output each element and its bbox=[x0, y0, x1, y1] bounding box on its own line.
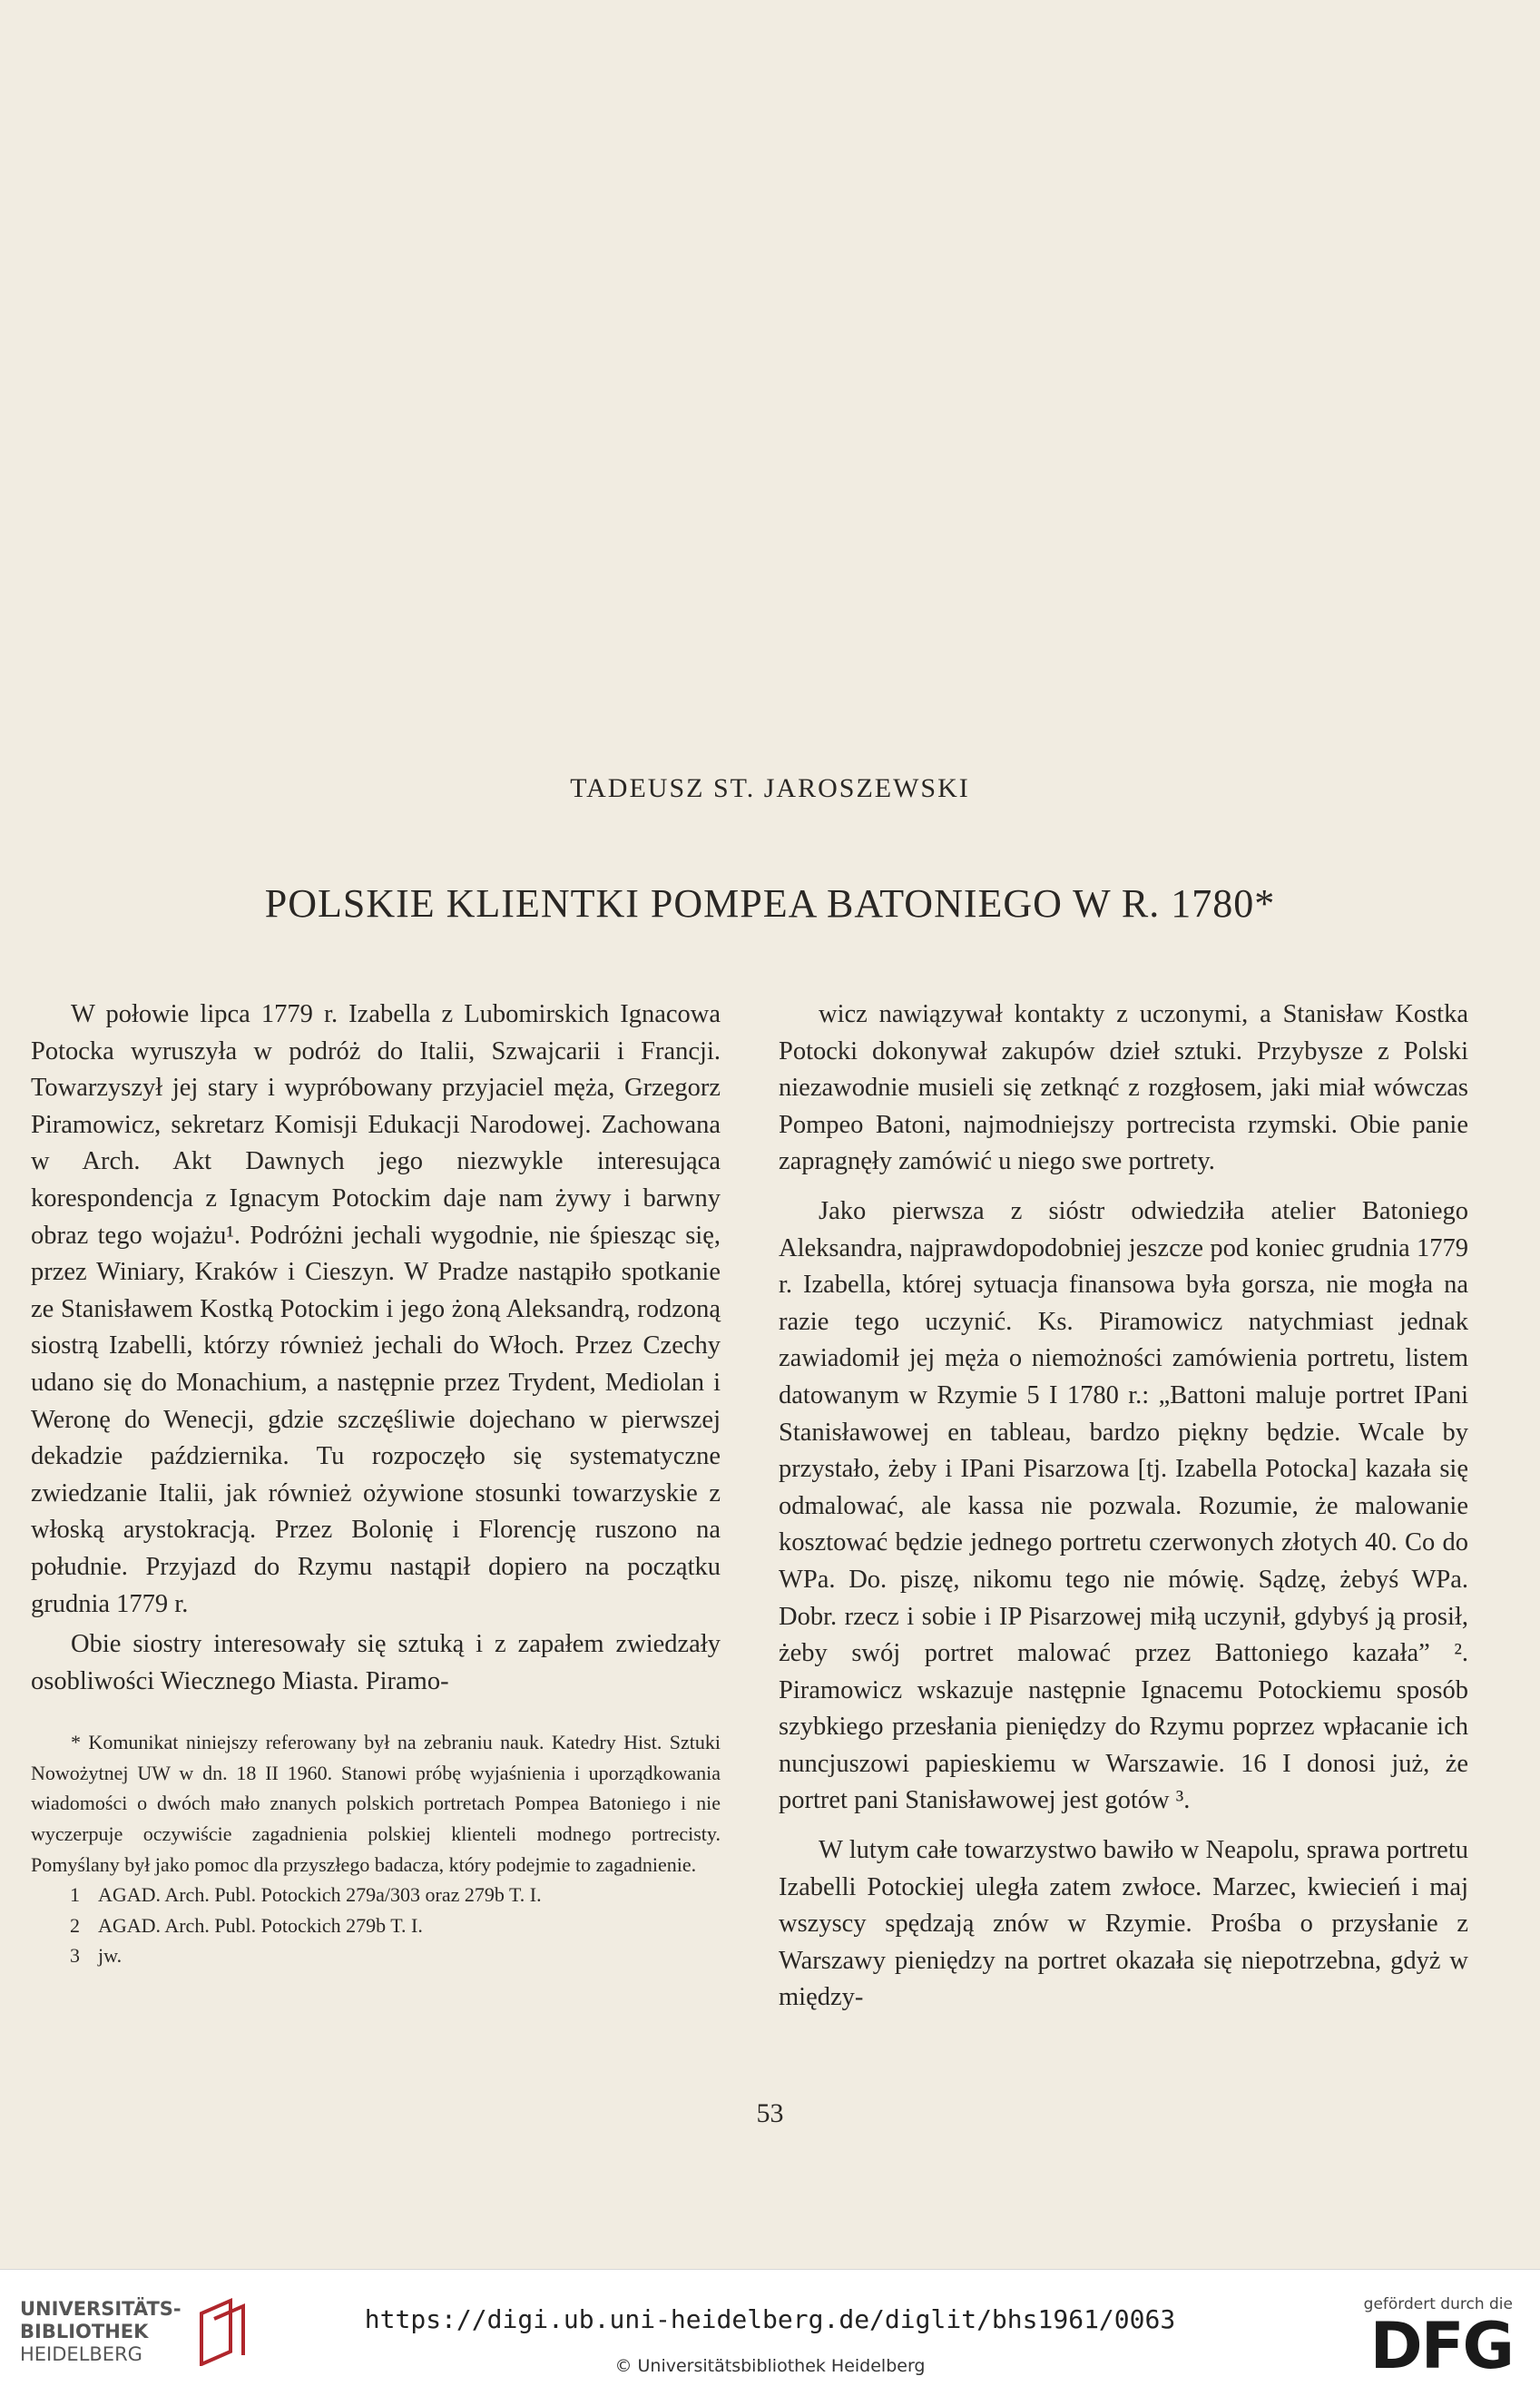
footnote bbox=[31, 1880, 721, 1910]
article-title: POLSKIE KLIENTKI POMPEA BATONIEGO W R. 1780* bbox=[264, 881, 1276, 926]
footnote bbox=[31, 1940, 721, 1971]
right-column bbox=[779, 997, 1468, 2017]
footnote-star: * Komunikat niniejszy referowany był na zebraniu nauk. Katedry Hist. Sztuki Nowożytnej UW w dn. 18 II 1960. Stanowi próbę wyjaśnienia i uporządkowania wiadomości o dwóch mało znanych polskich portretach Pompea Batoniego i nie wyczerpuje oczywiście zagadnienia polskiej klienteli modnego portrecisty. Pomyślany był jako pomoc dla przyszłego badacza, który podejmie to zagadnienie. bbox=[31, 1731, 721, 1876]
dfg-logo-text: DFG bbox=[1369, 2309, 1513, 2383]
library-name-line: HEIDELBERG bbox=[20, 2342, 142, 2365]
viewer-footer bbox=[0, 2269, 1540, 2396]
footnote-number: 1 bbox=[70, 1883, 80, 1907]
paragraph: Obie siostry interesowały się sztuką i z zapałem zwiedzały osobliwości Wiecznego Miasta. Piramo- bbox=[31, 1630, 721, 1695]
footnote-number: 3 bbox=[70, 1944, 80, 1968]
footnote-text: AGAD. Arch. Publ. Potockich 279b T. I. bbox=[98, 1913, 423, 1937]
left-column-body bbox=[31, 997, 721, 1700]
funded-by-label: gefördert durch die bbox=[1363, 2295, 1513, 2313]
footnotes bbox=[31, 1727, 721, 1971]
paragraph: W lutym całe towarzystwo bawiło w Neapolu, sprawa portretu Izabelli Potockiej uległa zatem zwłoce. Marzec, kwiecień i maj wszyscy spędzają znów w Rzymie. Prośba o przysłanie z Warszawy pieniędzy na portret okazała się niepotrzebna, gdyż w między- bbox=[779, 1836, 1468, 2012]
left-column bbox=[31, 997, 721, 1971]
footnote-text: AGAD. Arch. Publ. Potockich 279a/303 oraz 279b T. I. bbox=[98, 1883, 542, 1907]
dfg-logo[interactable] bbox=[1363, 2295, 1513, 2383]
copyright-notice: © Universitätsbibliothek Heidelberg bbox=[614, 2356, 926, 2376]
footnote bbox=[31, 1910, 721, 1941]
library-name-line: BIBLIOTHEK bbox=[20, 2320, 149, 2342]
article-author: TADEUSZ ST. JAROSZEWSKI bbox=[570, 773, 970, 803]
footnote-text: jw. bbox=[98, 1944, 123, 1968]
permalink-url[interactable]: https://digi.ub.uni-heidelberg.de/diglit/bhs1961/0063 bbox=[364, 2304, 1176, 2334]
paragraph: W połowie lipca 1779 r. Izabella z Lubomirskich Ignacowa Potocka wyruszyła w podróż do Italii, Szwajcarii i Francji. Towarzyszył jej stary i wypróbowany przyjaciel męża, Grzegorz Piramowicz, sekretarz Komisji Edukacji Narodowej. Zachowana w Arch. Akt Dawnych jego niezwykle interesująca korespondencja z Ignacym Potockim daje nam żywy i barwny obraz tego wojażu¹. Podróżni jechali wygodnie, nie śpiesząc się, przez Winiary, Kraków i Cieszyn. W Pradze nastąpiło spotkanie ze Stanisławem Kostką Potockim i jego żoną Aleksandrą, rodzoną siostrą Izabelli, którzy również jechali do Włoch. Przez Czechy udano się do Monachium, a następnie przez Trydent, Mediolan i Weronę do Wenecji, gdzie szczęśliwie dojechano w pierwszej dekadzie października. Tu rozpoczęło się systematyczne zwiedzanie Italii, jak również ożywione stosunki towarzyskie z włoską arystokracją. Przez Bolonię i Florencję ruszono na południe. Przyjazd do Rzymu nastąpił dopiero na początku grudnia 1779 r. bbox=[31, 1000, 721, 1618]
paragraph: Jako pierwsza z sióstr odwiedziła atelier Batoniego Aleksandra, najprawdopodobniej jeszcze pod koniec grudnia 1779 r. Izabella, której sytuacja finansowa była gorsza, nie mogła na razie tego uczynić. Ks. Piramowicz natychmiast jednak zawiadomił jej męża o niemożności zamówienia portretu, listem datowanym w Rzymie 5 I 1780 r.: „Battoni maluje portret IPani Stanisławowej en tableau, bardzo piękny będzie. Wcale by przystało, żeby i IPani Pisarzowa [tj. Izabella Potocka] kazała się odmalować, ale kassa nie pozwala. Rozumie, że malowanie kosztować będzie jednego portretu czerwonych złotych 40. Co do WPa. Do. piszę, nikomu tego nie mówię. Sądzę, żebyś WPa. Dobr. rzecz i sobie i IP Pisarzowej miłą uczynił, gdybyś ją prosił, żeby swój portret malować przez Battoniego kazała” ². Piramowicz wskazuje następnie Ignacemu Potockiemu sposób szybkiego przesłania pieniędzy do Rzymu poprzez wpłacanie ich nuncjuszowi papieskiemu w Warszawie. 16 I donosi już, że portret pani Stanisławowej jest gotów ³. bbox=[779, 1196, 1468, 1815]
library-name-line: UNIVERSITÄTS- bbox=[20, 2297, 181, 2320]
page-number: 53 bbox=[756, 2098, 784, 2128]
paragraph: wicz nawiązywał kontakty z uczonymi, a Stanisław Kostka Potocki dokonywał zakupów dzieł sztuki. Przybysze z Polski niezawodnie musieli się zetknąć z rozgłosem, jaki miał wówczas Pompeo Batoni, najmodniejszy portrecista rzymski. Obie panie zapragnęły zamówić u niego swe portrety. bbox=[779, 1000, 1468, 1176]
footnote-number: 2 bbox=[70, 1913, 80, 1937]
